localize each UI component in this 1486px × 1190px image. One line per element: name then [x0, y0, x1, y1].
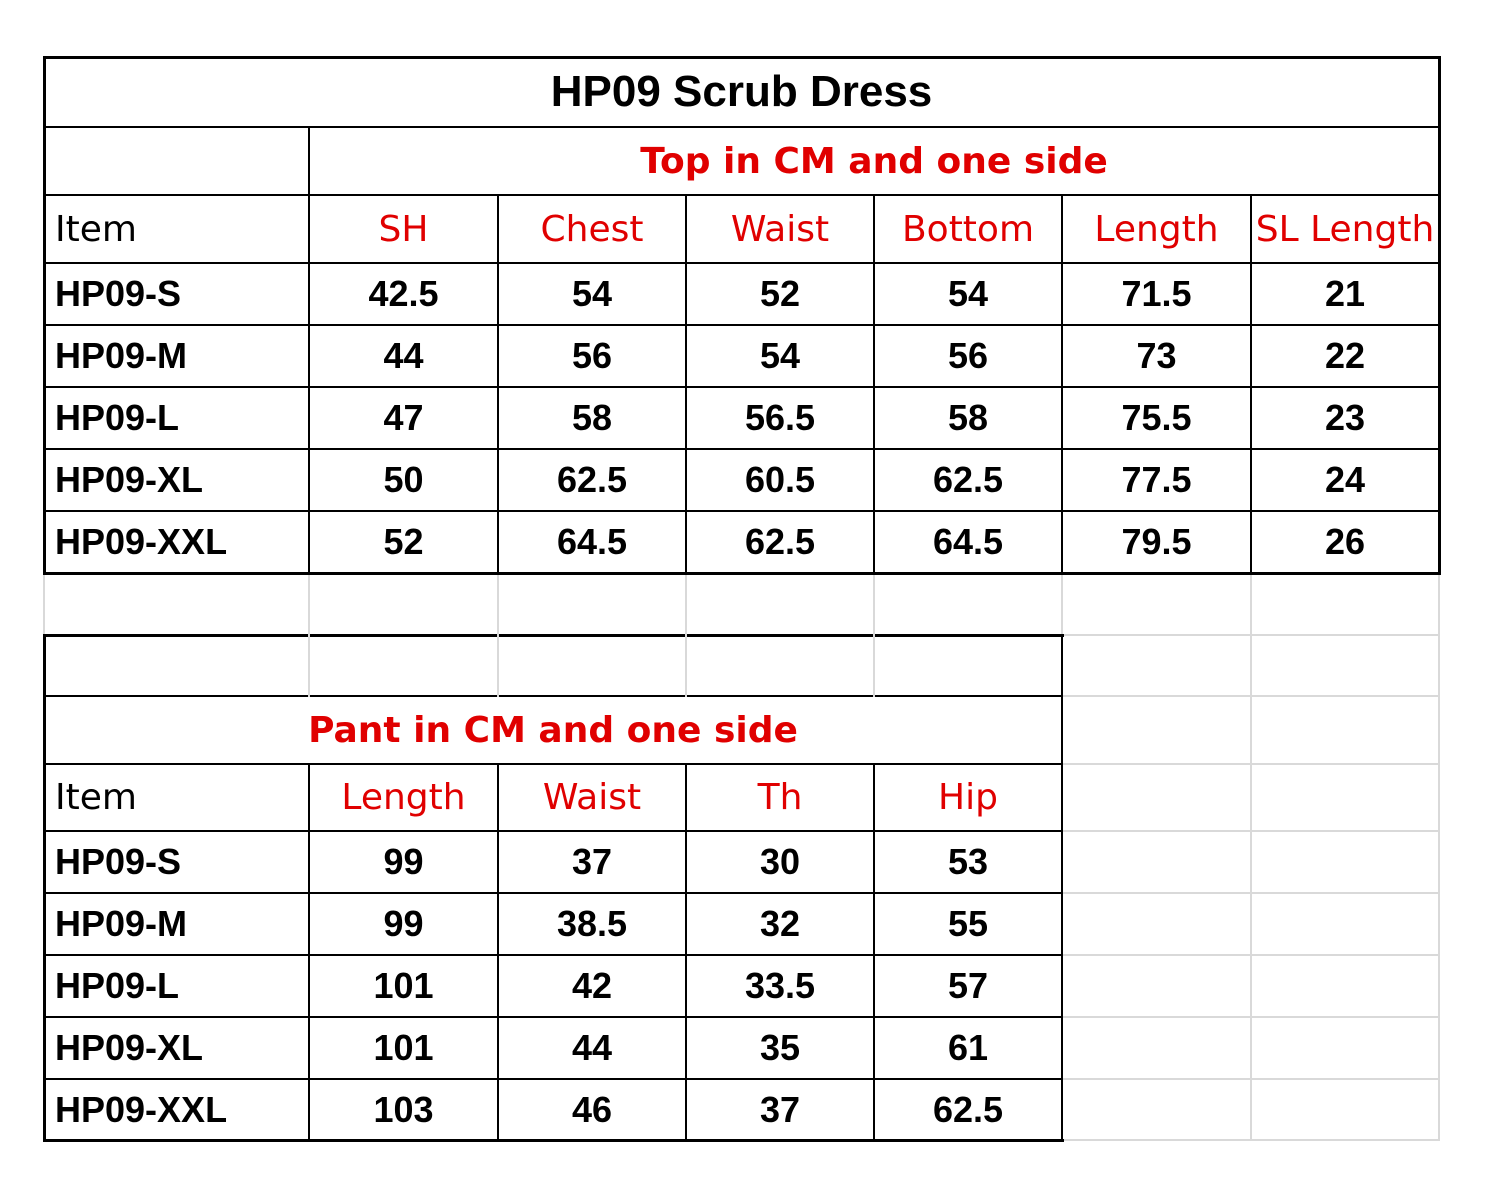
gridline: [1438, 572, 1440, 697]
pant-row-label: HP09-L: [55, 965, 180, 1006]
top-cell-value: 77.5: [1121, 459, 1192, 500]
top-cell-value: 42.5: [368, 273, 439, 314]
top-column-header: Chest: [540, 208, 644, 250]
top-row-label: HP09-XL: [55, 459, 204, 500]
top-cell-value: 23: [1324, 397, 1366, 438]
pant-cell-value: 101: [373, 965, 434, 1006]
gridline: [1438, 695, 1440, 1141]
top-column-header: Waist: [730, 208, 830, 250]
top-row-label: HP09-S: [55, 273, 182, 314]
top-cell-value: 47: [383, 397, 424, 438]
gridline: [873, 634, 875, 697]
pant-cell-value: 55: [947, 903, 989, 944]
top-cell-value: 62.5: [932, 459, 1004, 500]
top-cell-value: 79.5: [1121, 521, 1192, 562]
top-cell-value: 52: [383, 521, 424, 562]
pant-row-label: HP09-M: [55, 903, 188, 944]
top-item-header: Item: [55, 208, 137, 250]
top-column-header: Length: [1094, 208, 1219, 250]
pant-cell-value: 61: [947, 1027, 989, 1068]
page-title: HP09 Scrub Dress: [550, 67, 933, 116]
top-cell-value: 71.5: [1121, 273, 1192, 314]
top-cell-value: 64.5: [556, 521, 628, 562]
gridline: [497, 634, 499, 697]
gridline: [685, 634, 687, 697]
top-cell-value: 75.5: [1121, 397, 1192, 438]
pant-row-label: HP09-S: [55, 841, 182, 882]
top-cell-value: 73: [1136, 335, 1177, 376]
gridline: [308, 634, 310, 697]
top-column-header: SL Length: [1255, 208, 1435, 250]
pant-cell-value: 42: [571, 965, 613, 1006]
pant-cell-value: 30: [759, 841, 801, 882]
pant-cell-value: 33.5: [744, 965, 816, 1006]
top-cell-value: 54: [571, 273, 613, 314]
top-cell-value: 62.5: [556, 459, 628, 500]
pant-cell-value: 46: [571, 1088, 613, 1130]
pant-row-label: HP09-XL: [55, 1027, 204, 1068]
top-cell-value: 58: [947, 397, 989, 438]
pant-column-header: Waist: [542, 777, 642, 818]
top-column-header: SH: [378, 208, 429, 250]
top-cell-value: 58: [571, 397, 613, 438]
gridline: [1250, 572, 1252, 697]
top-cell-value: 64.5: [932, 521, 1004, 562]
top-row-label: HP09-L: [55, 397, 180, 438]
top-row-label: HP09-M: [55, 335, 188, 376]
pant-cell-value: 99: [383, 903, 424, 944]
pant-column-header: Length: [341, 777, 466, 818]
pant-column-header: Hip: [938, 777, 998, 818]
top-cell-value: 22: [1324, 335, 1366, 376]
pant-section-title: Pant in CM and one side: [308, 709, 798, 751]
top-cell-value: 24: [1324, 459, 1366, 500]
top-cell-value: 54: [947, 273, 989, 314]
top-cell-value: 50: [383, 459, 424, 500]
pant-cell-value: 37: [759, 1088, 801, 1130]
pant-cell-value: 53: [947, 841, 989, 882]
top-column-header: Bottom: [901, 208, 1035, 250]
pant-row-label: HP09-XXL: [55, 1088, 228, 1130]
pant-cell-value: 62.5: [932, 1088, 1004, 1130]
top-cell-value: 60.5: [744, 459, 816, 500]
pant-cell-value: 32: [759, 903, 801, 944]
pant-cell-value: 38.5: [556, 903, 628, 944]
top-cell-value: 21: [1324, 273, 1366, 314]
pant-cell-value: 44: [571, 1027, 613, 1068]
pant-cell-value: 101: [373, 1027, 434, 1068]
pant-item-header: Item: [55, 777, 137, 818]
top-cell-value: 56: [947, 335, 989, 376]
pant-cell-value: 37: [571, 841, 613, 882]
pant-cell-value: 99: [383, 841, 424, 882]
top-section-title: Top in CM and one side: [640, 140, 1108, 182]
top-cell-value: 52: [759, 273, 801, 314]
gridline: [1250, 695, 1252, 1141]
pant-cell-value: 35: [759, 1027, 801, 1068]
top-cell-value: 26: [1324, 521, 1366, 562]
table-border: [43, 634, 1064, 637]
pant-column-header: Th: [757, 777, 803, 818]
top-row-label: HP09-XXL: [55, 521, 228, 562]
top-cell-value: 56.5: [744, 397, 816, 438]
pant-cell-value: 57: [947, 965, 989, 1006]
top-cell-value: 44: [383, 335, 424, 376]
top-cell-value: 56: [571, 335, 613, 376]
top-cell-value: 54: [759, 335, 801, 376]
top-cell-value: 62.5: [744, 521, 816, 562]
pant-cell-value: 103: [373, 1088, 434, 1130]
